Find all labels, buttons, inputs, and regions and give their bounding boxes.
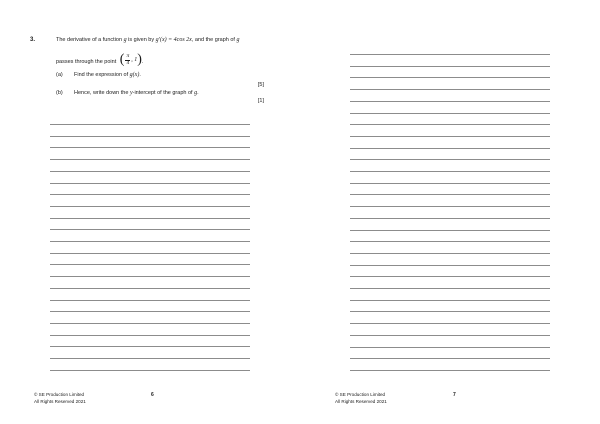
answer-line [350, 335, 550, 336]
answer-line [50, 300, 250, 301]
fraction-pi-over-4: $\frac{\pi}{4}$ [126, 52, 130, 66]
question-stem-line2: passes through the point ( $\frac{\pi}{4}$ , 1 ) . [56, 52, 144, 67]
answer-lines-left [50, 0, 250, 424]
answer-line [350, 253, 550, 254]
answer-line [50, 206, 250, 207]
derivative-formula: g′(x) = 4cos 2x [155, 37, 192, 43]
answer-line [50, 276, 250, 277]
answer-line [50, 194, 250, 195]
answer-line [350, 183, 550, 184]
part-a-marks: [5] [257, 82, 264, 88]
answer-line [50, 264, 250, 265]
part-a-text: Find the expression of g(x). [74, 72, 141, 78]
answer-line [50, 311, 250, 312]
answer-line [350, 347, 550, 348]
answer-line [350, 300, 550, 301]
answer-line [350, 241, 550, 242]
answer-line [50, 229, 250, 230]
answer-line [350, 265, 550, 266]
answer-line [350, 288, 550, 289]
answer-line [350, 218, 550, 219]
copyright-footer-left: © SE Production Limited All Rights Reserved 2021 [34, 392, 86, 404]
part-a-label: (a) [56, 72, 63, 78]
right-page [300, 0, 600, 424]
copyright-footer-right: © SE Production Limited All Rights Reserved 2021 [335, 392, 387, 404]
page-number-right: 7 [453, 392, 456, 398]
answer-line [350, 311, 550, 312]
answer-line [50, 346, 250, 347]
answer-line [350, 136, 550, 137]
part-b-marks: [1] [257, 98, 264, 104]
answer-line [50, 288, 250, 289]
answer-line [50, 253, 250, 254]
answer-line [350, 230, 550, 231]
answer-line [350, 206, 550, 207]
answer-line [350, 194, 550, 195]
answer-line [50, 171, 250, 172]
answer-line [50, 124, 250, 125]
answer-line [350, 101, 550, 102]
answer-line [350, 159, 550, 160]
part-b-label: (b) [56, 90, 63, 96]
answer-line [350, 370, 550, 371]
answer-line [350, 148, 550, 149]
answer-line [350, 171, 550, 172]
answer-line [50, 323, 250, 324]
question-stem-line1: The derivative of a function g is given by g′(x) = 4cos 2x, and the graph of g [56, 37, 240, 43]
answer-line [50, 370, 250, 371]
answer-lines-right [350, 0, 550, 424]
answer-line [350, 358, 550, 359]
answer-line [350, 124, 550, 125]
answer-line [350, 113, 550, 114]
answer-line [50, 241, 250, 242]
answer-line [50, 183, 250, 184]
point-coordinates: ( $\frac{\pi}{4}$ , 1 ) [119, 52, 142, 67]
answer-line [350, 323, 550, 324]
answer-line [350, 276, 550, 277]
page-number-left: 6 [151, 392, 154, 398]
part-b-text: Hence, write down the y-intercept of the graph of g. [74, 90, 199, 96]
question-number: 3. [30, 37, 36, 43]
answer-line [350, 89, 550, 90]
answer-line [50, 159, 250, 160]
answer-line [50, 358, 250, 359]
answer-line [50, 136, 250, 137]
answer-line [50, 218, 250, 219]
answer-line [350, 77, 550, 78]
answer-line [350, 54, 550, 55]
answer-line [350, 66, 550, 67]
answer-line [50, 147, 250, 148]
answer-line [50, 335, 250, 336]
